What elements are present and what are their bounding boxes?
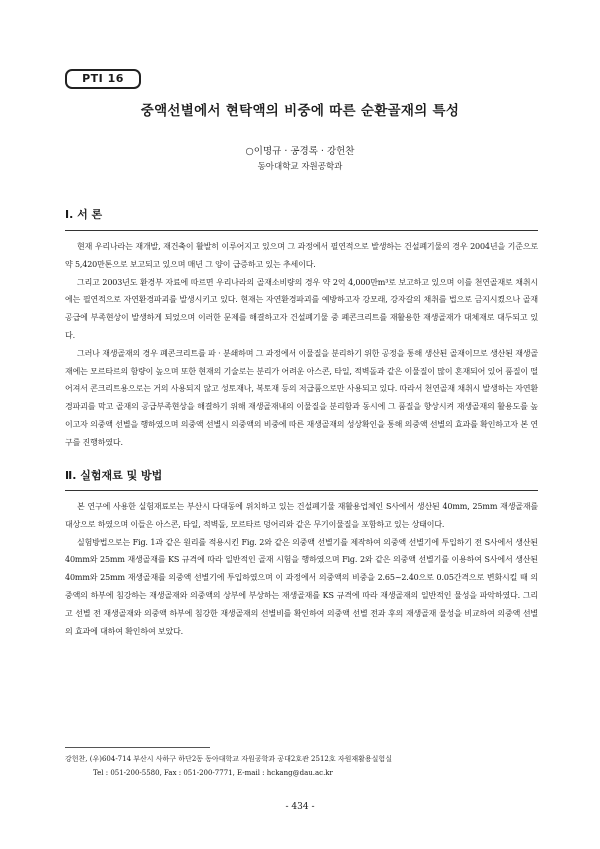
intro-divider: [65, 230, 538, 231]
methods-heading: Ⅱ. 실험재료 및 방법: [65, 469, 163, 482]
footnote-rule: [65, 747, 210, 748]
authors: ○이명규 · 공경록 · 강헌찬: [245, 146, 355, 157]
footnote-address: 강헌찬, (우)604-714 부산시 사하구 하단2동 동아대학교 자원공학과 공대2호관 2512호 자원재활용실험실: [65, 755, 392, 763]
methods-body: [65, 498, 538, 640]
affiliation: 동아대학교 자원공학과: [257, 162, 343, 172]
intro-heading: Ⅰ. 서 론: [65, 208, 103, 221]
intro-paragraph-1: 현재 우리나라는 재개발, 재건축이 활발히 이루어지고 있으며 그 과정에서 필연적으로 발생하는 건설폐기물의 경우 2004년을 기준으로 약 5,420만톤으로 보고되고 있으며 매년 그 양이 급증하고 있는 추세이다.: [65, 242, 538, 269]
page-number: - 434 -: [285, 802, 315, 812]
intro-paragraph-3: 그러나 재생골재의 경우 폐콘크리트를 파 · 분쇄하며 그 과정에서 이물질을 분리하기 위한 공정을 통해 생산된 골재이므로 생산된 재생골재에는 모르타르의 함량이 높으며 또한 현재의 기술로는 분리가 어려운 아스콘, 타일, 적벽돌과 같은 이물질이 많이 혼재되어 있어 품질이 떨어져서 콘크리트용으로는 거의 사용되지 않고 성토재나, 복토재 등의 저급품으로만 사용되고 있다. 따라서 천연골재 채취시 발생하는 자연환경파괴를 막고 골재의 공급부족현상을 해결하기 위해 재생골재내의 이물질을 분리함과 동시에 그 품질을 향상시켜 재생골재의 활용도를 높이고자 의중액 선별을 행하였으며 의중액 선별시 의중액의 비중에 따른 재생골재의 성상확인을 통해 의중액 선별의 효과를 확인하고자 본 연구를 진행하였다.: [65, 348, 538, 447]
intro-paragraph-2: 그리고 2003년도 환경부 자료에 따르면 우리나라의 골재소비량의 경우 약 2억 4,000만m³로 보고하고 있으며 이를 천연골재로 채취시에는 필연적으로 자연환경파괴를 발생시키고 있다. 현재는 자연환경파괴를 예방하고자 강모래, 강자갈의 채취를 법으로 금지시켰으나 골재공급에 부족현상이 발생하게 되었으며 이러한 문제를 해결하고자 건설폐기물 중 폐콘크리트를 재활용한 재생골재가 대체재로 대두되고 있다.: [65, 277, 538, 340]
methods-paragraph-2: 실험방법으로는 Fig. 1과 같은 원리를 적용시킨 Fig. 2와 같은 의중액 선별기를 제작하여 의중액 선별기에 투입하기 전 S사에서 생산된 40mm와 25mm 재생골재를 KS 규격에 따라 일반적인 골재 시험을 행하였으며 Fig. 2와 같은 의중액 선별기를 이용하여 S사에서 생산된 40mm와 25mm 재생골재를 의중액 선별기에 투입하였으며 이 과정에서 의중액의 비중을 2.65~2.40으로 0.05간격으로 변화시킬 때 의중액의 하부에 침강하는 재생골재와 의중액의 상부에 부상하는 재생골재를 KS 규격에 따라 재생골재의 일반적인 물성을 파악하였다. 그리고 선별 전 재생골재와 의중액 하부에 침강한 재생골재의 선별비를 확인하여 의중액 선별 전과 후의 재생골재 물성을 비교하여 의중액 선별의 효과에 대하여 확인하여 보았다.: [65, 537, 538, 636]
intro-body: [65, 238, 538, 452]
methods-paragraph-1: 본 연구에 사용한 실험재료로는 부산시 다대동에 위치하고 있는 건설폐기물 재활용업체인 S사에서 생산된 40mm, 25mm 재생골재를 대상으로 하였으며 이들은 아스콘, 타일, 적벽돌, 모르타르 덩어리와 같은 무기이물질을 포함하고 있는 상태이다.: [65, 502, 538, 529]
footnote-contact: Tel : 051-200-5580, Fax : 051-200-7771, E-mail : hckang@dau.ac.kr: [93, 769, 333, 777]
methods-divider: [65, 490, 538, 491]
session-badge: PTI 16: [65, 69, 141, 89]
footnote: [65, 752, 540, 780]
paper-title: 중액선별에서 현탁액의 비중에 따른 순환골재의 특성: [140, 103, 460, 119]
